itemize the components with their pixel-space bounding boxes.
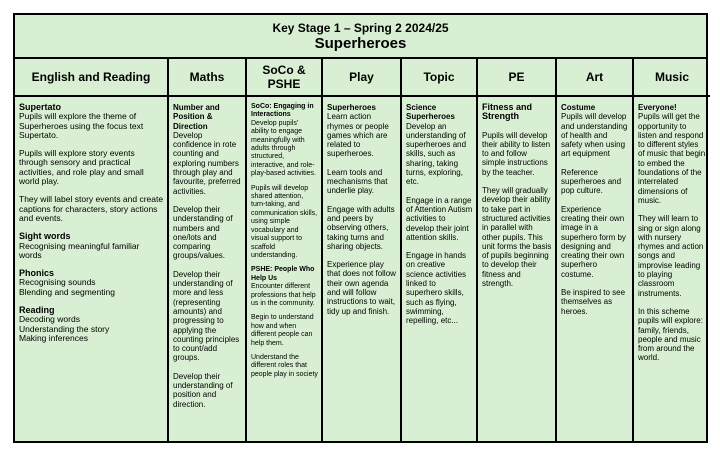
english-cell <box>15 96 168 441</box>
maths-cell <box>168 96 246 441</box>
pe-cell <box>477 96 556 441</box>
theme-heading: Superheroes <box>314 35 407 52</box>
english-text: Blending and segmenting <box>19 286 115 297</box>
pe-text: They will gradually develop their ability to take part in structured activities in parallel with other pupils. This unit forms the basis of pupils beginning to develop their fitness and strength. <box>482 186 552 289</box>
header-music: Music <box>633 59 710 96</box>
english-text: Pupils will explore the theme of Superheroes using the focus text Supertato. <box>19 111 144 140</box>
header-soco-pshe: SoCo & PSHE <box>246 59 322 96</box>
play-text: Learn tools and mechanisms that underlie play. <box>327 167 388 196</box>
play-heading: Superheroes <box>327 103 376 112</box>
soco-text: Pupils will develop shared attention, turn-taking, and communication skills, using simple vocabulary and visual support to scaffold understanding. <box>251 184 318 259</box>
english-text: They will label story events and create captions for characters, story actions and events. <box>19 194 164 223</box>
soco-text: Develop pupils' ability to engage meaningfully with adults through structured, interactive, and role-play-based activities. <box>251 119 316 178</box>
play-text: Learn action rhymes or people games which are related to superheroes. <box>327 112 389 159</box>
english-text: Decoding words <box>19 314 80 325</box>
sight-words-heading: Sight words <box>19 231 71 242</box>
topic-text: Engage in a range of Attention Autism activities to develop their joint attention skills. <box>406 195 473 242</box>
maths-text: Develop confidence in rote counting and exploring numbers through play and favourite, preferred activities. <box>173 130 241 196</box>
art-text: Pupils will develop and understanding of health and safety when using art equipment <box>561 112 628 159</box>
music-text: Pupils will get the opportunity to listen and respond to different styles of music that begin to embed the foundations of the interrelated dimensions of music. <box>638 112 706 205</box>
music-text: In this scheme pupils will explore: family, friends, people and music from around the world. <box>638 306 703 363</box>
art-text: Reference superheroes and pop culture. <box>561 167 622 196</box>
term-heading: Key Stage 1 – Spring 2 2024/25 <box>272 21 449 35</box>
soco-pshe-cell <box>246 96 322 441</box>
maths-text: Develop their understanding of numbers and one/lots and comparing groups/values. <box>173 204 233 261</box>
pe-heading: Fitness and Strength <box>482 102 533 122</box>
topic-heading: Science Superheroes <box>406 103 455 122</box>
play-cell <box>322 96 401 441</box>
soco-heading: SoCo: Engaging in Interactions <box>251 103 314 119</box>
art-text: Experience creating their own image in a superhero form by designing and creating their own superhero costume. <box>561 204 626 279</box>
english-text: Recognising sounds <box>19 277 96 288</box>
pshe-text: Begin to understand how and when different people can help them. <box>251 314 314 347</box>
art-heading: Costume <box>561 103 596 112</box>
english-heading: Supertato <box>19 102 62 112</box>
header-maths: Maths <box>168 59 246 96</box>
maths-text: Develop their understanding of more and less (representing amounts) and progressing to applying the counting principles to count/add groups. <box>173 269 240 363</box>
play-text: Engage with adults and peers by observing others, taking turns and sharing objects. <box>327 204 395 251</box>
subjects-table <box>15 59 710 441</box>
pshe-heading: PSHE: People Who Help Us <box>251 266 315 282</box>
header-play: Play <box>322 59 401 96</box>
phonics-heading: Phonics <box>19 268 55 279</box>
english-text: Understanding the story <box>19 323 110 334</box>
pshe-text: Encounter different professions that help us in the community. <box>251 283 316 307</box>
pshe-text: Understand the different roles that people play in society <box>251 353 318 378</box>
header-row <box>15 59 710 96</box>
header-topic: Topic <box>401 59 477 96</box>
english-text: Recognising meaningful familiar words <box>19 240 140 260</box>
topic-text: Engage in hands on creative science activities linked to superhero skills, such as flying, swimming, repelling, etc... <box>406 251 467 326</box>
maths-text: Develop their understanding of position and direction. <box>173 371 233 409</box>
maths-heading: Number and Position & Direction <box>173 103 220 131</box>
header-english: English and Reading <box>15 59 168 96</box>
topic-cell <box>401 96 477 441</box>
curriculum-overview-sheet <box>13 13 708 443</box>
header-art: Art <box>556 59 633 96</box>
pe-text: Pupils will develop their ability to listen to and follow simple instructions by the teacher. <box>482 130 551 177</box>
music-heading: Everyone! <box>638 103 677 112</box>
art-cell <box>556 96 633 441</box>
english-text: Making inferences <box>19 332 88 343</box>
content-row <box>15 96 710 441</box>
header-pe: PE <box>477 59 556 96</box>
title-banner <box>15 15 706 59</box>
topic-text: Develop an understanding of superheroes and skills, such as sharing, taking turns, exploring, etc. <box>406 121 467 187</box>
music-cell <box>633 96 710 441</box>
art-text: Be inspired to see themselves as heroes. <box>561 288 626 316</box>
play-text: Experience play that does not follow their own agenda and will follow instructions to wait, tidy up and finish. <box>327 260 396 316</box>
music-text: They will learn to sing or sign along with nursery rhymes and action songs and improvise leading to playing classroom instruments. <box>638 214 704 298</box>
english-text: Pupils will explore story events through sensory and practical activities, and role play and small world play. <box>19 148 144 187</box>
reading-heading: Reading <box>19 305 55 316</box>
